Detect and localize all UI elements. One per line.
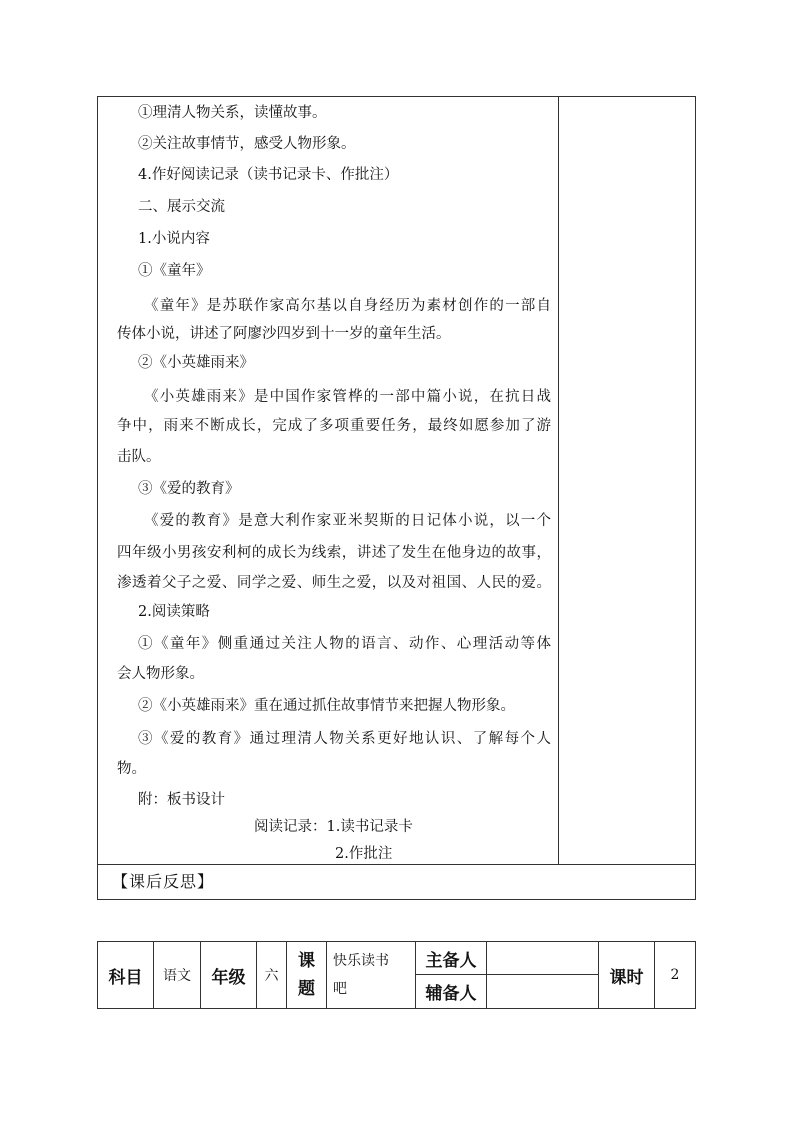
text-line: ①理清人物关系，读懂故事。	[138, 105, 327, 121]
text-line: 《爱的教育》是意大利作家亚米契斯的日记体小说，以一个	[144, 513, 551, 529]
reflection-row	[98, 864, 695, 899]
grade-value: 六	[257, 942, 287, 1008]
text-line: 传体小说，讲述了阿廖沙四岁到十一岁的童年生活。	[117, 326, 451, 342]
text-line: ①《童年》	[138, 263, 211, 279]
subject-label: 科目	[98, 942, 154, 1008]
text-line: 二、展示交流	[138, 199, 225, 215]
topic-value-line-2: 吧	[333, 981, 347, 997]
text-line: 《小英雄雨来》是中国作家管桦的一部中篇小说，在抗日战	[144, 389, 551, 405]
main-preparer-value	[487, 942, 598, 975]
grade-label: 年级	[201, 942, 257, 1008]
topic-value	[327, 942, 416, 1008]
subject-value: 语文	[154, 942, 201, 1008]
text-line: 《童年》是苏联作家高尔基以自身经历为素材创作的一部自	[144, 298, 551, 314]
assist-preparer-value	[487, 975, 598, 1008]
text-line: 2.阅读策略	[138, 604, 210, 620]
topic-label-line-1: 课	[298, 951, 315, 971]
period-value: 2	[670, 967, 680, 983]
text-line: ③《爱的教育》	[138, 481, 240, 497]
text-line: ③《爱的教育》通过理清人物关系更好地认识、了解每个人	[138, 731, 551, 747]
lesson-info-table	[97, 941, 696, 1009]
reflection-label: 【课后反思】	[112, 872, 215, 891]
preparer-values	[487, 942, 599, 1008]
text-line: 4.作好阅读记录（读书记录卡、作批注）	[138, 167, 399, 183]
text-line: 会人物形象。	[117, 666, 204, 682]
lesson-content-cell	[98, 97, 559, 864]
assist-preparer-label: 辅备人	[425, 984, 477, 1004]
text-line: ①《童年》侧重通过关注人物的语言、动作、心理活动等体	[138, 636, 551, 652]
lesson-plan-table	[97, 96, 696, 900]
topic-value-line-1: 快乐读书	[333, 953, 389, 969]
text-line: ②关注故事情节，感受人物形象。	[138, 136, 356, 152]
board-design-line: 2.作批注	[335, 846, 393, 862]
text-line: 渗透着父子之爱、同学之爱、师生之爱，以及对祖国、人民的爱。	[117, 575, 551, 591]
text-line: ②《小英雄雨来》重在通过抓住故事情节来把握人物形象。	[138, 698, 515, 714]
text-line: 1.小说内容	[138, 231, 210, 247]
preparer-labels	[416, 942, 487, 1008]
text-line: 附：板书设计	[138, 792, 225, 808]
topic-label	[287, 942, 327, 1008]
notes-cell	[559, 97, 695, 864]
main-preparer-label: 主备人	[416, 942, 486, 975]
text-line: 四年级小男孩安利柯的成长为线索，讲述了发生在他身边的故事，	[117, 545, 551, 561]
text-line: 争中，雨来不断成长，完成了多项重要任务，最终如愿参加了游	[117, 418, 551, 434]
topic-label-line-2: 题	[298, 979, 315, 999]
board-design-line: 阅读记录：1.读书记录卡	[254, 819, 413, 835]
text-line: 物。	[117, 761, 146, 777]
text-line: ②《小英雄雨来》	[138, 355, 254, 371]
period-label: 课时	[599, 942, 655, 1008]
text-line: 击队。	[117, 449, 161, 465]
